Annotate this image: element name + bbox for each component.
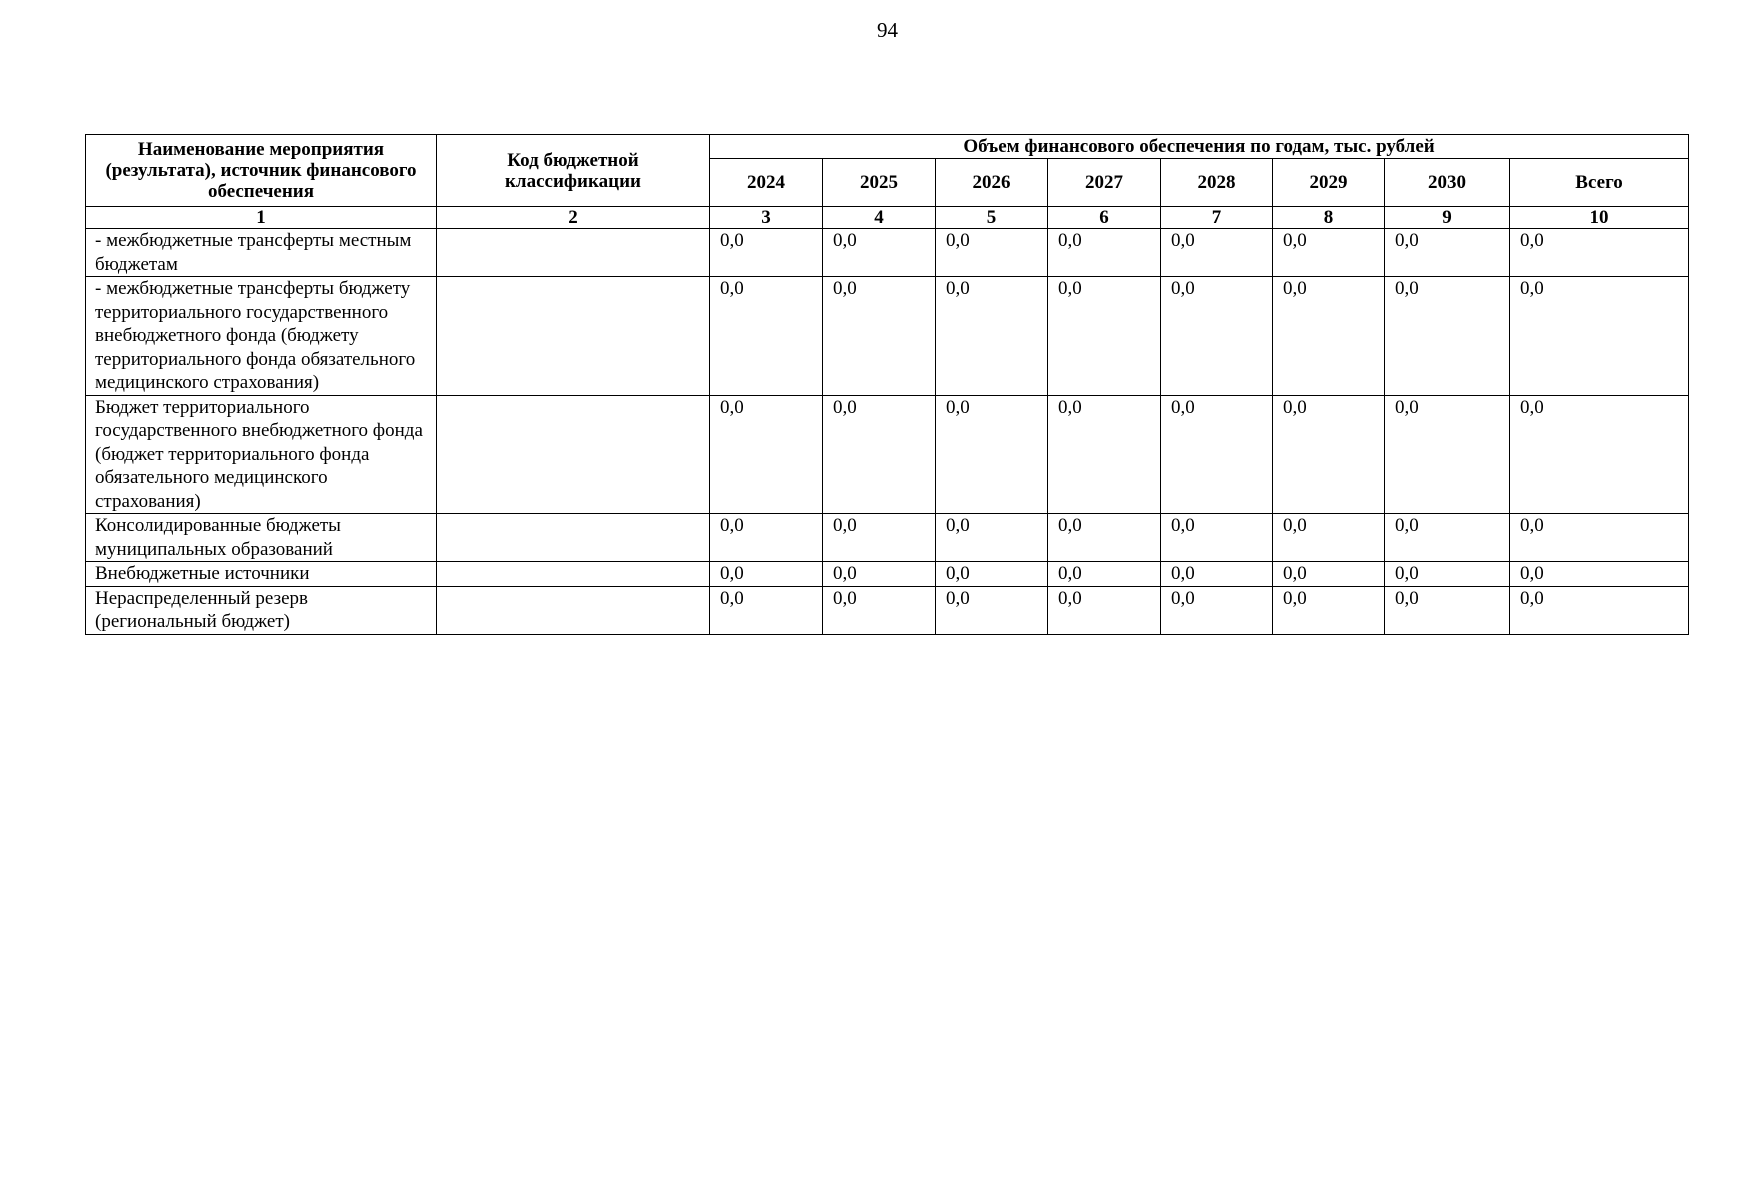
header-total: Всего (1510, 159, 1689, 207)
value-cell: 0,0 (823, 277, 936, 396)
column-number: 7 (1161, 207, 1273, 229)
value-cell: 0,0 (1161, 277, 1273, 396)
total-cell: 0,0 (1510, 395, 1689, 514)
total-cell: 0,0 (1510, 586, 1689, 634)
column-number: 9 (1385, 207, 1510, 229)
value-cell: 0,0 (936, 514, 1048, 562)
value-cell: 0,0 (1048, 586, 1161, 634)
value-cell: 0,0 (936, 395, 1048, 514)
value-cell: 0,0 (1385, 514, 1510, 562)
page-number: 94 (877, 18, 898, 42)
value-cell: 0,0 (1385, 395, 1510, 514)
header-name-column: Наименование мероприятия (результата), источник финансового обеспечения (86, 135, 437, 207)
value-cell: 0,0 (936, 277, 1048, 396)
row-code (437, 277, 710, 396)
header-financing-group: Объем финансового обеспечения по годам, тыс. рублей (710, 135, 1689, 159)
value-cell: 0,0 (823, 395, 936, 514)
value-cell: 0,0 (1273, 395, 1385, 514)
value-cell: 0,0 (1161, 514, 1273, 562)
value-cell: 0,0 (1048, 395, 1161, 514)
value-cell: 0,0 (823, 562, 936, 587)
total-cell: 0,0 (1510, 562, 1689, 587)
total-cell: 0,0 (1510, 514, 1689, 562)
header-year: 2030 (1385, 159, 1510, 207)
value-cell: 0,0 (710, 395, 823, 514)
value-cell: 0,0 (936, 229, 1048, 277)
value-cell: 0,0 (1385, 229, 1510, 277)
value-cell: 0,0 (936, 562, 1048, 587)
value-cell: 0,0 (1273, 229, 1385, 277)
table-row (86, 562, 1689, 587)
value-cell: 0,0 (1161, 229, 1273, 277)
value-cell: 0,0 (710, 562, 823, 587)
value-cell: 0,0 (1048, 277, 1161, 396)
column-number: 10 (1510, 207, 1689, 229)
value-cell: 0,0 (710, 514, 823, 562)
column-number: 3 (710, 207, 823, 229)
value-cell: 0,0 (710, 586, 823, 634)
value-cell: 0,0 (823, 514, 936, 562)
value-cell: 0,0 (1273, 562, 1385, 587)
table-row (86, 277, 1689, 396)
column-number: 8 (1273, 207, 1385, 229)
value-cell: 0,0 (1161, 586, 1273, 634)
row-name: Внебюджетные источники (86, 562, 437, 587)
table-row (86, 586, 1689, 634)
row-code (437, 229, 710, 277)
value-cell: 0,0 (1273, 586, 1385, 634)
column-number: 6 (1048, 207, 1161, 229)
financing-table (85, 134, 1689, 635)
header-year: 2028 (1161, 159, 1273, 207)
value-cell: 0,0 (823, 229, 936, 277)
column-number: 2 (437, 207, 710, 229)
header-year: 2024 (710, 159, 823, 207)
row-code (437, 586, 710, 634)
value-cell: 0,0 (823, 586, 936, 634)
header-year: 2026 (936, 159, 1048, 207)
row-code (437, 395, 710, 514)
header-code-column: Код бюджетной классификации (437, 135, 710, 207)
table-row (86, 395, 1689, 514)
value-cell: 0,0 (1273, 514, 1385, 562)
value-cell: 0,0 (710, 229, 823, 277)
column-number: 4 (823, 207, 936, 229)
header-year: 2025 (823, 159, 936, 207)
value-cell: 0,0 (1385, 562, 1510, 587)
value-cell: 0,0 (1048, 514, 1161, 562)
row-name: - межбюджетные трансферты бюджету территориального государственного внебюджетного фонда (бюджету территориального фонда обязательного медицинского страхования) (86, 277, 437, 396)
value-cell: 0,0 (1161, 562, 1273, 587)
column-number: 5 (936, 207, 1048, 229)
total-cell: 0,0 (1510, 277, 1689, 396)
row-code (437, 562, 710, 587)
header-year: 2029 (1273, 159, 1385, 207)
column-number: 1 (86, 207, 437, 229)
row-name: - межбюджетные трансферты местным бюджетам (86, 229, 437, 277)
value-cell: 0,0 (936, 586, 1048, 634)
table-row (86, 229, 1689, 277)
value-cell: 0,0 (710, 277, 823, 396)
row-name: Бюджет территориального государственного внебюджетного фонда (бюджет территориального фонда обязательного медицинского страхования) (86, 395, 437, 514)
value-cell: 0,0 (1385, 586, 1510, 634)
value-cell: 0,0 (1161, 395, 1273, 514)
row-code (437, 514, 710, 562)
value-cell: 0,0 (1385, 277, 1510, 396)
row-name: Нераспределенный резерв (региональный бюджет) (86, 586, 437, 634)
value-cell: 0,0 (1273, 277, 1385, 396)
value-cell: 0,0 (1048, 229, 1161, 277)
header-year: 2027 (1048, 159, 1161, 207)
table-row (86, 514, 1689, 562)
row-name: Консолидированные бюджеты муниципальных образований (86, 514, 437, 562)
total-cell: 0,0 (1510, 229, 1689, 277)
value-cell: 0,0 (1048, 562, 1161, 587)
